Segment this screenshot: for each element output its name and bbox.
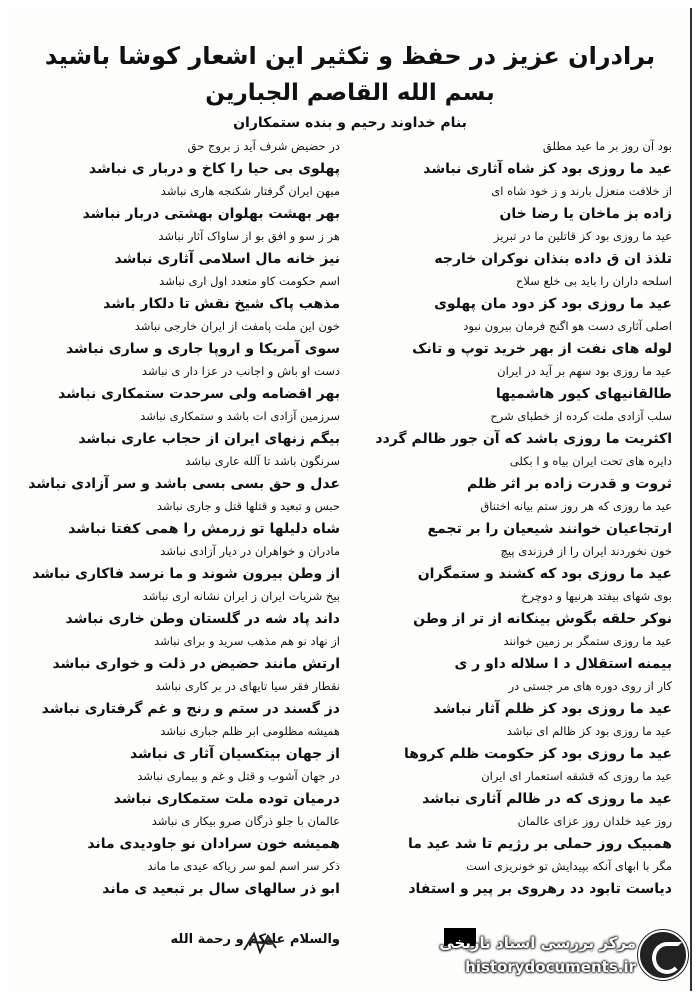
left-column-line: همیشه مظلومی ابر ظلم جباری نباشد (160, 724, 340, 738)
left-column-line: درمیان توده ملت ستمکاری نباشد (113, 790, 340, 807)
right-column-line: عید ما روزی که هر روز ستم بیانه اختناق (480, 499, 672, 513)
watermark (410, 930, 690, 990)
right-column-line: اصلی آثاری دست هو اگنج فرمان بیرون نبود (463, 319, 672, 333)
left-column-line: سوی آمریکا و اروپا جاری و ساری نباشد (65, 340, 340, 357)
left-column-line: دست او باش و اجانب در عزا دار ی نباشد (141, 364, 340, 378)
right-column-line: مگر با ابهای آنکه بپیدایش تو خونریزی است (466, 859, 672, 873)
right-column-line: زاده بز ماخان یا رضا خان (499, 205, 672, 222)
left-column-line: از وطن بیرون شوند و ما نرسد فاکاری نباشد (32, 565, 340, 582)
left-column-line: داند پاد شه در گلستان وطن خاری نباشد (65, 610, 340, 627)
left-poem-column (20, 135, 340, 900)
right-column-line: خون نخوردند ایران را از فرزندی پیچ (500, 544, 672, 558)
left-column-line: بیگم زنهای ایران از حجاب عاری نباشد (78, 430, 340, 447)
watermark-url: historydocuments.ir (465, 958, 636, 976)
left-column-line: هر ز سو و افق بو از ساواک آثار نباشد (158, 229, 340, 243)
right-column-line: عید ما روزی بود کز شاه آثاری نباشد (423, 160, 672, 177)
archive-logo-icon (638, 930, 688, 980)
right-column-line: کار از روی دوره های مر جستی در (508, 679, 672, 693)
right-column-line: عید ما روزی بود سهم بر آید در ایران (497, 364, 672, 378)
left-column-line: بهر اقضامه ولی سرحدت ستمکاری نباشد (58, 385, 340, 402)
right-column-line: عید ما روزی بود که کشند و ستمگران (417, 565, 672, 582)
document-heading: برادران عزیز در حفظ و تکثیر این اشعار کوشا باشید (44, 42, 656, 70)
left-column-line: مذهب پاک شیخ نقش تا دلکار باشد (103, 295, 340, 312)
left-column-line: عالمان با جلو ذرگان صرو بیکار ی نباشد (151, 814, 340, 828)
left-column-line: در جهان آشوب و قتل و غم و بیماری نباشد (137, 769, 340, 783)
signature-mark (240, 928, 280, 958)
left-column-line: میهن ایران گرفتار شکنجه هاری نباشد (160, 184, 340, 198)
right-column-line: عید ما روزی بود کز قاتلین ما در تبریز (493, 229, 672, 243)
right-column-line: نوکر حلقه بگوش بینکانه از تر از وطن (413, 610, 672, 627)
right-column-line: عید ما روزی بود کز ظلم آثار نباشد (433, 700, 672, 717)
document-subheading: بنام خداوند رحیم و بنده ستمکاران (233, 115, 467, 131)
right-column-line: عید ما روزی که قشقه استعمار ای ایران (481, 769, 672, 783)
right-column-line: لوله های نفت از بهر خرید توپ و تانک (412, 340, 672, 357)
left-column-line: شاه دلیلها تو زرمش را همی کفتا نباشد (68, 520, 340, 537)
right-column-line: از خلافت منعزل بارند و ز خود شاه ای (491, 184, 672, 198)
left-column-line: ابو ذر سالهای سال بر تبعید ی ماند (102, 880, 340, 897)
left-column-line: نقطار فقر سیا تایهای در بر کاری نباشد (155, 679, 340, 693)
left-column-line: در حضیض شرف آید ز بروج حق (187, 139, 340, 153)
left-column-line: نیز خانه مال اسلامی آثاری نباشد (114, 250, 340, 267)
right-column-line: بوی شهای بیفتد هرنیها و دوچرخ (521, 589, 672, 603)
right-column-line: دایره های تحت ایران بیاه و ا بکلی (509, 454, 672, 468)
left-column-line: از جهان بیتکسیان آثار ی نباشد (129, 745, 340, 762)
right-column-line: دیاست تابود دد رهروی بر پیر و استفاد (408, 880, 672, 897)
left-column-line: سرزمین آزادی ات باشد و ستمکاری نباشد (140, 409, 340, 423)
right-column-line: عید ما روزی که در ظالم آثاری نباشد (422, 790, 672, 807)
left-column-line: ذکر سر اسم لمو سر ریاکه عیدی ما ماند (147, 859, 340, 873)
left-column-line: اسم حکومت کاو متعدد اول اری نباشد (159, 274, 340, 288)
left-column-line: از نهاد نو هم مذهب سرید و برای نباشد (154, 634, 340, 648)
left-column-line: عدل و حق بسی بسی باشد و سر آزادی نباشد (28, 475, 340, 492)
left-column-line: حبس و تبعید و قتلها قتل و جاری نباشد (156, 499, 340, 513)
right-column-line: سلب آزادی ملت کرده از خطبای شرح (490, 409, 672, 423)
right-column-line: اکثریت ما روزی باشد که آن جور ظالم گردد (375, 430, 672, 447)
bismillah-line: بسم الله القاصم الجبارین (205, 80, 495, 106)
right-column-line: عید ما روزی ستمگر بر زمین خوانند (503, 634, 672, 648)
watermark-name: مرکز بررسی اسناد تاریخی (439, 934, 636, 952)
left-column-line: سرنگون باشد تا آلله عاری نباشد (185, 454, 340, 468)
left-column-line: خون این ملت پامفت از ایران خارجی نباشد (134, 319, 340, 333)
right-column-line: تلذذ ان ق داده بنذان نوکران خارجه (434, 250, 672, 267)
left-column-line: مادران و خواهران در دیار آزادی نباشد (160, 544, 340, 558)
left-column-line: پهلوی بی حیا را کاخ و دربار ی نباشد (88, 160, 340, 177)
left-column-line: همیشه خون سرادان نو جاودیدی ماند (87, 835, 340, 852)
right-column-line: عید ما روزی بود کز ظالم ای نباشد (506, 724, 672, 738)
right-column-line: بود آن روز بر ما عید مطلق (542, 139, 672, 153)
left-column-line: ارتش مانند حضیض در ذلت و خواری نباشد (52, 655, 340, 672)
right-column-line: اسلحه داران را باید بی خلع سلاح (515, 274, 672, 288)
right-column-line: عید ما روزی بود کز حکومت ظلم کروها (403, 745, 672, 762)
left-column-line: دز گسند در ستم و رنج و غم گرفتاری نباشد (41, 700, 340, 717)
right-column-line: روز عید خلدان روز عزای عالمان (517, 814, 672, 828)
right-column-line: ارتجاعیان خوانند شیعیان را بر تجمع (427, 520, 672, 537)
right-column-line: همبیک روز حملی بر رژیم تا شد عید ما (407, 835, 672, 852)
right-column-line: بیمنه استقلال د ا سلاله داو ر ی (454, 655, 672, 672)
right-poem-column (352, 135, 672, 900)
closing-line: والسلام علیکم و رحمة الله (170, 932, 340, 947)
right-column-line: طالقانیهای کیور هاشمیها (495, 385, 672, 402)
right-column-line: عید ما روزی بود کز دود مان پهلوی (434, 295, 672, 312)
right-column-line: ثروت و قدرت زاده بر اثر ظلم (467, 475, 672, 492)
left-column-line: بهر بهشت بهلوان بهشتی دربار نباشد (82, 205, 340, 222)
left-column-line: بیخ شریات ایران ز ایران نشانه اری نباشد (142, 589, 340, 603)
